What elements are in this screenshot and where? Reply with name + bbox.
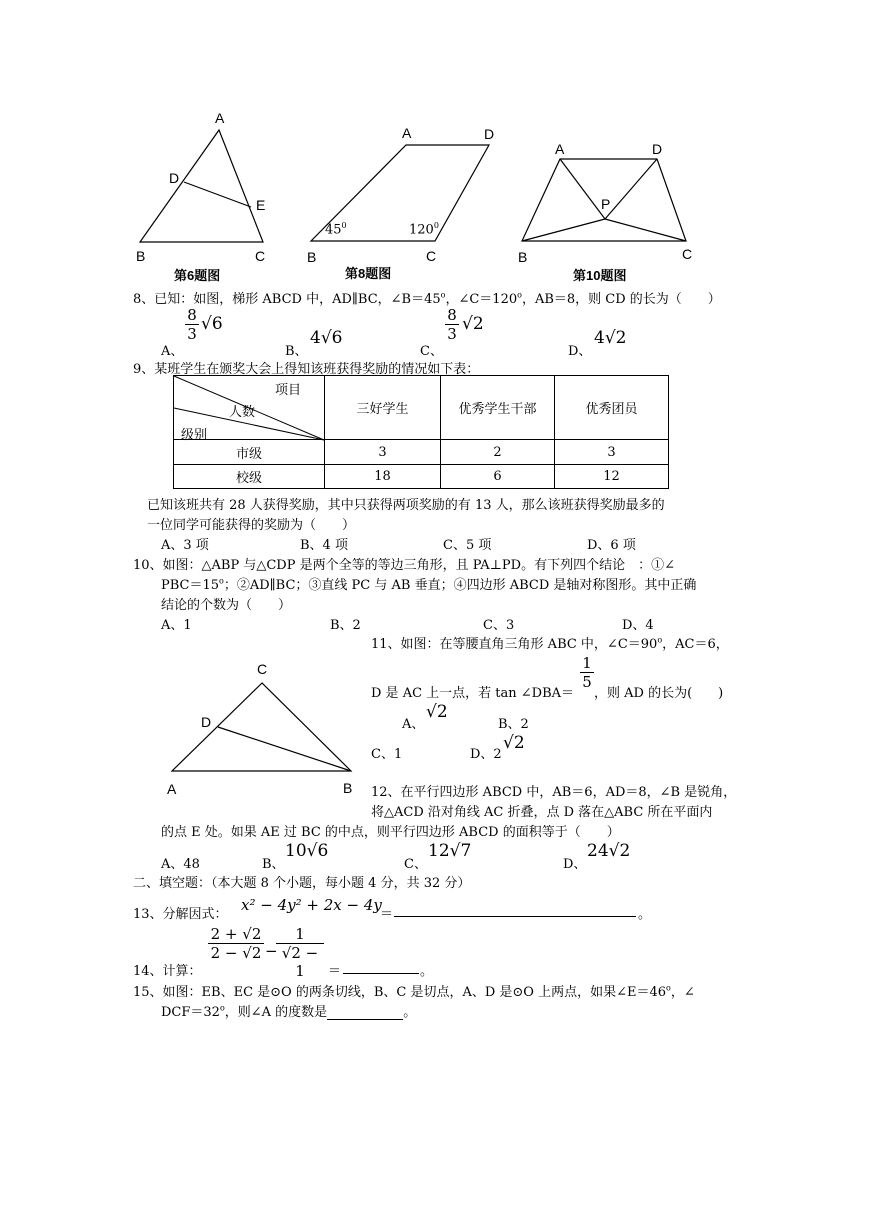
fig11-label-b: B (343, 780, 353, 796)
q8-option-a-label: A、 (161, 344, 184, 359)
q9-option-d: D、6 项 (587, 538, 636, 553)
q15-answer-blank[interactable] (327, 1005, 403, 1020)
q8-option-b-label: B、 (285, 344, 308, 359)
q13-label: 13、分解因式： (133, 907, 228, 922)
q12-option-b-label: B、 (262, 857, 285, 872)
table-cell: 18 (325, 465, 441, 489)
q14-minus: − (265, 942, 278, 960)
q12-option-c-label: C、 (404, 857, 427, 872)
table-cell: 3 (555, 440, 669, 465)
q14-fraction-2: $\frac{1}{√2 - 1}$ (276, 925, 324, 980)
q12-option-b-value: 10√6 (285, 841, 329, 861)
q8-option-b-value: 4√6 (310, 328, 343, 348)
q12-option-c-value: 12√7 (428, 841, 472, 861)
q8-stem: 8、已知：如图，梯形 ABCD 中，AD∥BC，$\angle B=45^o$，$\angle C=120^o$，AB＝8，则 CD 的长为（ ） (133, 290, 721, 307)
q11-line2: D 是 AC 上一点，若 tan ∠DBA＝ ，则 AD 的长为( ) (371, 686, 724, 701)
fig8-label-d: D (484, 126, 495, 142)
fig10-label-p: P (601, 196, 611, 212)
q11-option-a-label: A、 (402, 717, 425, 732)
fig6-caption: 第6题图 (174, 268, 221, 283)
table-header-cell: 三好学生 (325, 376, 441, 440)
q13-end: 。 (638, 907, 652, 922)
fig10-caption: 第10题图 (573, 268, 627, 283)
q11-option-d-label: D、2 (470, 747, 502, 762)
fig11-label-d: D (201, 714, 212, 730)
table-header-cell: 优秀团员 (555, 376, 669, 440)
fig11-label-a: A (167, 781, 177, 797)
q14-answer-blank[interactable] (343, 959, 419, 974)
fig6-label-a: A (215, 110, 225, 126)
q9-option-a: A、3 项 (161, 538, 209, 553)
q8-option-c-radical: √2 (462, 314, 484, 334)
q9-option-b: B、4 项 (300, 538, 348, 553)
q8-option-c-label: C、 (420, 344, 443, 359)
q12-option-d-value: 24√2 (587, 841, 631, 861)
fig10-label-c: C (682, 246, 693, 262)
q14-fraction-1: $\frac{2 + √2}{2 - √2}$ (208, 925, 264, 962)
table-header-cell: 优秀学生干部 (441, 376, 555, 440)
q14-label: 14、计算： (133, 964, 202, 979)
q8-option-a-radical: √6 (201, 314, 223, 334)
fig8-caption: 第8题图 (345, 266, 392, 281)
q10-option-a: A、1 (161, 618, 192, 633)
q11-option-d-value: √2 (503, 733, 525, 753)
q10-option-d: D、4 (622, 618, 654, 633)
q10-option-c: C、3 (483, 618, 515, 633)
diag-label-item: 项目 (275, 383, 302, 398)
q14-end: 。 (420, 964, 434, 979)
fig10-label-b: B (518, 249, 528, 265)
q12-line1: 12、在平行四边形 ABCD 中，AB＝6，AD＝8，∠B 是锐角， (371, 785, 737, 800)
table-cell: 3 (325, 440, 441, 465)
q11-option-c: C、1 (371, 747, 403, 762)
section-2-heading: 二、填空题：（本大题 8 个小题，每小题 4 分，共 32 分） (133, 876, 471, 891)
table-cell: 2 (441, 440, 555, 465)
q11-line1: 11、如图：在等腰直角三角形 ABC 中，$\angle C=90^o$，AC＝6， (371, 635, 729, 652)
q9-option-c: C、5 项 (443, 538, 492, 553)
table-cell: 12 (555, 465, 669, 489)
q10-line2: $PBC=15^o$；②AD∥BC；③直线 PC 与 AB 垂直；④四边形 ABCD 是轴对称图形。其中正确 (161, 576, 697, 593)
fig8-angle-b: $45^0$ (325, 221, 347, 238)
fig11-label-c: C (257, 661, 268, 677)
table-cell: 6 (441, 465, 555, 489)
q11-option-a-value: √2 (426, 702, 448, 722)
q11-option-b: B、2 (498, 717, 529, 732)
diag-label-level: 级别 (181, 428, 208, 443)
q10-option-b: B、2 (330, 618, 361, 633)
q13-answer-blank[interactable] (394, 902, 636, 917)
row-label: 市级 (174, 440, 325, 465)
q12-line3: 的点 E 处。如果 AE 过 BC 的中点，则平行四边形 ABCD 的面积等于（ ） (161, 825, 620, 840)
fig6-label-d: D (169, 170, 180, 186)
row-label: 校级 (174, 465, 325, 489)
q11-tan-fraction: $\frac{1}{5}$ (580, 654, 594, 691)
q8-option-d-label: D、 (568, 344, 592, 359)
q15-line1: 15、如图：EB、EC 是⊙O 的两条切线，B、C 是切点，A、D 是⊙O 上两点，如果$\angle E=46^o$，∠ (133, 983, 695, 1000)
q8-option-a-fraction: $\frac{8}{3}$ (185, 306, 199, 343)
q10-line1: 10、如图：△ABP 与△CDP 是两个全等的等边三角形，且 PA⊥PD。有下列四个结论 ：①∠ (133, 558, 675, 573)
fig6-label-b: B (136, 248, 146, 264)
fig6-label-e: E (256, 197, 266, 213)
q12-option-d-label: D、 (563, 857, 587, 872)
fig8-label-c: C (426, 248, 437, 264)
fig6-label-c: C (255, 248, 266, 264)
q13-expression: x² − 4y² + 2x − 4y (241, 896, 382, 914)
q9-stem: 9、某班学生在颁奖大会上得知该班获得奖励的情况如下表： (133, 362, 480, 377)
q10-line3: 结论的个数为（ ） (161, 598, 292, 613)
q12-option-a: A、48 (161, 857, 200, 872)
diag-label-count: 人数 (229, 405, 256, 420)
q8-option-c-fraction: $\frac{8}{3}$ (445, 306, 459, 343)
fig8-angle-c: $120^0$ (409, 221, 439, 238)
fig10-label-d: D (652, 141, 663, 157)
fig8-label-a: A (402, 125, 412, 141)
q9-followup-line2: 一位同学可能获得的奖励为（ ） (147, 518, 356, 533)
fig8-label-b: B (307, 249, 317, 265)
q12-line2: 将△ACD 沿对角线 AC 折叠，点 D 落在△ABC 所在平面内 (371, 805, 713, 820)
q8-option-d-value: 4√2 (594, 328, 627, 348)
q13-equals: ＝ (380, 907, 394, 922)
q15-line2: $DCF=32^o$，则∠A 的度数是 。 (161, 1003, 417, 1020)
q14-equals: ＝ (328, 964, 342, 979)
fig10-label-a: A (555, 141, 565, 157)
q9-followup-line1: 已知该班共有 28 人获得奖励，其中只获得两项奖励的有 13 人，那么该班获得奖励最多的 (147, 498, 665, 513)
